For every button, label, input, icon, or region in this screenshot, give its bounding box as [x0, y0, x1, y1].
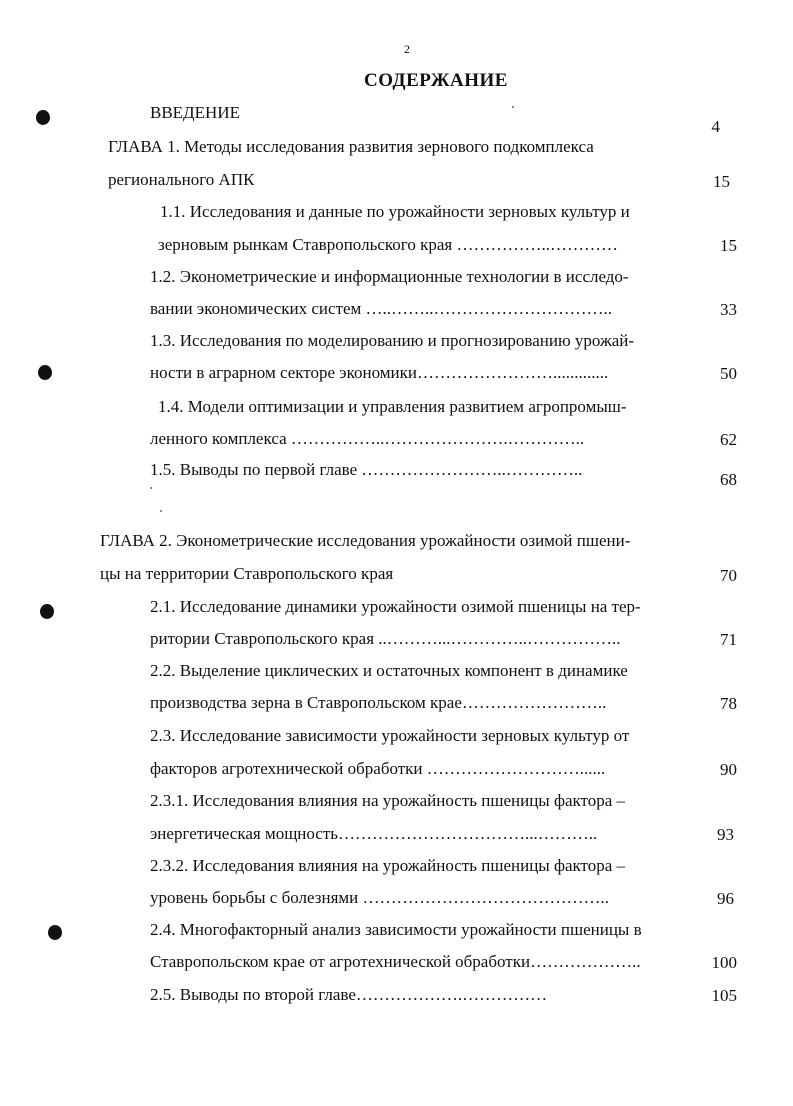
toc-section-1-2-page: 33	[720, 300, 737, 319]
scan-speck	[150, 487, 152, 489]
toc-section-1-5: 1.5. Выводы по первой главе ……………………..…………..	[150, 460, 583, 479]
binder-hole	[38, 365, 52, 380]
toc-section-1-2-line2: вании экономических систем …..……..…………………………..	[150, 299, 613, 318]
toc-section-2-2-line1: 2.2. Выделение циклических и остаточных компонент в динамике	[150, 661, 628, 680]
toc-section-1-1-page: 15	[720, 236, 737, 255]
page-number: 2	[404, 42, 410, 56]
toc-section-1-4-line2: ленного комплекса ……………..………………….…………..	[150, 429, 585, 448]
toc-section-2-3-2-page: 96	[717, 889, 734, 908]
scan-speck	[512, 106, 514, 108]
toc-section-2-2-page: 78	[720, 694, 737, 713]
toc-chapter1-line1: ГЛАВА 1. Методы исследования развития зернового подкомплекса	[108, 137, 594, 156]
toc-chapter1-line2: регионального АПК	[108, 170, 255, 189]
binder-hole	[40, 604, 54, 619]
toc-section-1-4-page: 62	[720, 430, 737, 449]
toc-intro-label: ВВЕДЕНИЕ	[150, 103, 240, 122]
toc-chapter2-line1: ГЛАВА 2. Эконометрические исследования урожайности озимой пшени-	[100, 531, 631, 550]
toc-section-2-3-line2: факторов агротехнической обработки ………………………......	[150, 759, 606, 778]
toc-section-1-3-line2: ности в аграрном секторе экономики…………………….............	[150, 363, 609, 382]
toc-section-1-4-line1: 1.4. Модели оптимизации и управления развитием агропромыш-	[158, 397, 627, 416]
toc-section-1-3-line1: 1.3. Исследования по моделированию и прогнозированию урожай-	[150, 331, 635, 350]
toc-section-1-1-line1: 1.1. Исследования и данные по урожайности зерновых культур и	[160, 202, 630, 221]
page-title: СОДЕРЖАНИЕ	[364, 70, 508, 91]
toc-chapter2-page: 70	[720, 566, 737, 585]
toc-section-1-3-page: 50	[720, 364, 737, 383]
binder-hole	[36, 110, 50, 125]
toc-section-2-1-line1: 2.1. Исследование динамики урожайности озимой пшеницы на тер-	[150, 597, 641, 616]
toc-section-2-1-page: 71	[720, 630, 737, 649]
toc-section-2-3-1-page: 93	[717, 825, 734, 844]
binder-hole	[48, 925, 62, 940]
toc-section-1-5-page: 68	[720, 470, 737, 489]
toc-section-2-5: 2.5. Выводы по второй главе……………….……………	[150, 985, 548, 1004]
toc-section-2-4-line2: Ставропольском крае от агротехнической обработки………………..	[150, 952, 641, 971]
toc-section-2-4-page: 100	[711, 953, 737, 972]
toc-section-2-3-line1: 2.3. Исследование зависимости урожайности зерновых культур от	[150, 726, 630, 745]
scan-speck	[160, 510, 162, 512]
toc-intro-page: 4	[711, 117, 720, 136]
toc-section-2-3-page: 90	[720, 760, 737, 779]
toc-chapter2-line2: цы на территории Ставропольского края	[100, 564, 394, 583]
toc-section-2-4-line1: 2.4. Многофакторный анализ зависимости урожайности пшеницы в	[150, 920, 642, 939]
toc-section-1-1-line2: зерновым рынкам Ставропольского края ……………..…………	[158, 235, 618, 254]
toc-section-2-3-2-line1: 2.3.2. Исследования влияния на урожайность пшеницы фактора –	[150, 856, 626, 875]
toc-section-2-2-line2: производства зерна в Ставропольском крае……………………..	[150, 693, 607, 712]
toc-section-2-3-2-line2: уровень борьбы с болезнями ……………………………………..	[150, 888, 609, 907]
toc-section-2-5-page: 105	[711, 986, 737, 1005]
toc-section-2-3-1-line1: 2.3.1. Исследования влияния на урожайность пшеницы фактора –	[150, 791, 626, 810]
toc-section-2-1-line2: ритории Ставропольского края ..………...…………..……………..	[150, 629, 621, 648]
toc-section-1-2-line1: 1.2. Эконометрические и информационные технологии в исследо-	[150, 267, 629, 286]
toc-section-2-3-1-line2: энергетическая мощность……………………………...………..	[150, 824, 598, 843]
toc-chapter1-page: 15	[713, 172, 730, 191]
